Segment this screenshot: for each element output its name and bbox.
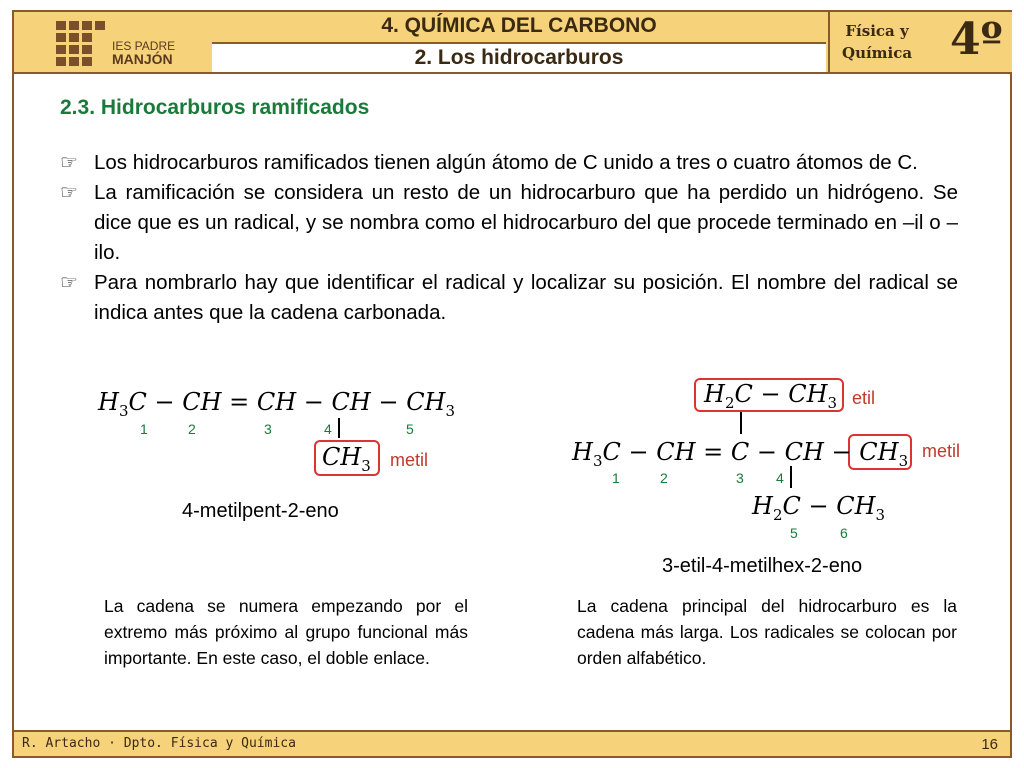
section-title: 2.3. Hidrocarburos ramificados <box>60 96 370 119</box>
radical-label: etil <box>852 388 876 408</box>
compound-name: 4-metilpent-2-eno <box>182 500 339 522</box>
example2-main-chain: $H_3C$ − CH = C − CH − $CH_3$ <box>572 438 909 470</box>
pointing-hand-icon: ☞ <box>60 182 78 204</box>
carbon-number: 2 <box>660 470 668 486</box>
example2-bottom-branch: $H_2C - CH_3$ <box>752 492 886 524</box>
chapter-subtitle: 2. Los hidrocarburos <box>212 44 826 72</box>
logo-line2: MANJÓN <box>112 51 173 67</box>
bond-line <box>790 466 792 488</box>
pointing-hand-icon: ☞ <box>60 152 78 174</box>
carbon-number: 1 <box>140 421 148 437</box>
bullet-text: Para nombrarlo hay que identificar el radical y localizar su posición. El nombre del radical se indica antes que la cadena carbonada. <box>94 271 958 324</box>
carbon-number: 5 <box>406 421 414 437</box>
bullet-item <box>60 268 958 328</box>
explanation-note: La cadena se numera empezando por el extremo más próximo al grupo funcional más importante. En este caso, el doble enlace. <box>104 596 468 668</box>
carbon-number: 4 <box>324 421 332 437</box>
logo-line1: IES PADRE <box>112 39 176 53</box>
example2-top-branch: $H_2C - CH_3$ <box>704 380 838 412</box>
radical-label: metil <box>390 450 429 470</box>
carbon-number: 3 <box>736 470 744 486</box>
chapter-title: 4. QUÍMICA DEL CARBONO <box>212 12 826 44</box>
header <box>12 10 1012 74</box>
explanation-note: La cadena principal del hidrocarburo es la cadena más larga. Los radicales se colocan por orden alfabético. <box>577 596 957 668</box>
example1-formula: $H_3C$ − CH = CH − CH − $CH_3$ <box>98 388 456 420</box>
subject-box <box>828 12 1012 72</box>
subject-line2: Química <box>842 44 913 62</box>
carbon-number: 3 <box>264 421 272 437</box>
bullet-item <box>60 148 958 178</box>
bullet-text: La ramificación se considera un resto de un hidrocarburo que ha perdido un hidrógeno. Se dice que es un radical, y se nombra como el hidrocarburo del que procede terminado en –il o –ilo. <box>94 181 958 264</box>
bond-line <box>338 418 340 438</box>
footer <box>12 730 1012 758</box>
school-logo <box>14 12 214 72</box>
example1-branch: $CH_3$ <box>322 443 371 475</box>
grade-label: 4º <box>950 14 1003 65</box>
carbon-number: 1 <box>612 470 620 486</box>
page-number: 16 <box>981 736 998 753</box>
logo-text <box>112 40 175 66</box>
subject-name <box>842 20 912 64</box>
radical-label: metil <box>922 441 961 461</box>
bullet-item <box>60 178 958 268</box>
compound-name: 3-etil-4-metilhex-2-eno <box>662 555 863 577</box>
pointing-hand-icon: ☞ <box>60 272 78 294</box>
subject-line1: Física y <box>845 22 909 40</box>
carbon-number: 2 <box>188 421 196 437</box>
carbon-number: 4 <box>776 470 784 486</box>
logo-grid-icon <box>56 21 108 67</box>
bond-line <box>740 412 742 434</box>
bullet-list <box>60 148 958 328</box>
bullet-text: Los hidrocarburos ramificados tienen algún átomo de C unido a tres o cuatro átomos de C. <box>94 151 918 174</box>
carbon-number: 6 <box>840 525 848 541</box>
footer-author: R. Artacho · Dpto. Física y Química <box>22 736 296 751</box>
carbon-number: 5 <box>790 525 798 541</box>
